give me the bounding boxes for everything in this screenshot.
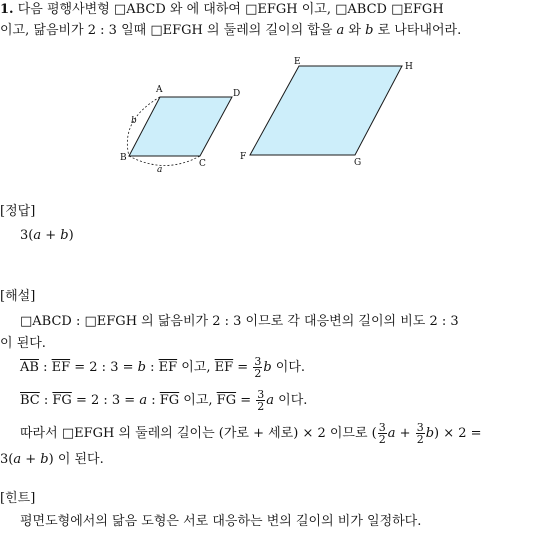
var-a: a [336, 23, 345, 38]
answer-post: ) [68, 228, 74, 243]
numerator: 3 [257, 388, 265, 401]
square-symbol: □ [245, 2, 258, 17]
var-b: b [40, 452, 49, 467]
denominator: 2 [254, 367, 262, 380]
exp-l5-pre: 따라서 [20, 426, 62, 441]
var-a: a [13, 452, 22, 467]
problem-text-1a: 다음 평행사변형 [17, 2, 114, 17]
square-symbol: □ [113, 2, 127, 17]
answer-pre: 3( [20, 228, 34, 243]
square-symbol: □ [61, 426, 75, 441]
arc-side-a [129, 156, 200, 166]
square-symbol: □ [335, 2, 348, 17]
square-symbol: □ [150, 23, 163, 38]
segment-ef: $\overline{EF}$ [51, 360, 71, 375]
numerator: 3 [254, 355, 262, 368]
problem-text-2d: 로 나타내어라. [373, 23, 462, 38]
abcd-label: ABCD [347, 2, 387, 17]
explanation-line-3 [20, 356, 305, 380]
hint-text: 평면도형에서의 닮음 도형은 서로 대응하는 변의 길이의 비가 일정하다. [20, 514, 422, 529]
segment-ef: $\overline{EF}$ [214, 360, 234, 375]
parallelogram-abcd [129, 97, 232, 156]
square-symbol: □ [84, 314, 97, 329]
square-symbol: □ [20, 314, 33, 329]
abcd-label: ABCD [126, 2, 166, 17]
plus: + [21, 452, 41, 467]
sentence-end: 이다. [271, 360, 306, 375]
problem-text-1b: 와 에 대하여 [165, 2, 246, 17]
segment-ef: $\overline{EF}$ [158, 360, 178, 375]
exp-l5-end: ) × 2 = [434, 426, 482, 441]
var-b: b [263, 360, 272, 375]
segment-fg: $\overline{FG}$ [159, 393, 180, 408]
exp-l6-pre: 3( [0, 452, 14, 467]
explanation-line-5 [20, 422, 482, 446]
problem-line-1 [0, 2, 444, 18]
var-b: b [365, 23, 374, 38]
label-E: E [294, 57, 301, 67]
label-F: F [240, 152, 247, 162]
plus: + [395, 426, 415, 441]
var-a: a [139, 393, 148, 408]
fraction [416, 422, 425, 445]
equals: = [233, 360, 253, 375]
answer-plus: + [41, 228, 61, 243]
explanation-line-4 [20, 389, 307, 413]
connector: 이고, [179, 393, 217, 408]
ratio-text: = 2 : 3 = [70, 360, 138, 375]
exp-l5-text: EFGH 의 둘레의 길이는 (가로 + 세로) × 2 이므로 ( [74, 426, 377, 441]
denominator: 2 [416, 433, 424, 446]
denominator: 2 [378, 433, 386, 446]
label-A: A [156, 85, 163, 95]
hint-heading: [힌트] [0, 491, 36, 506]
connector: 이고, [177, 360, 215, 375]
explanation-line-2: 이 된다. [0, 336, 46, 351]
ratio-text: = 2 : 3 = [71, 393, 140, 408]
problem-number: 1. [0, 2, 14, 17]
efgh-label: EFGH [403, 2, 444, 17]
label-side-b: b [131, 116, 137, 126]
colon: : [39, 393, 53, 408]
efgh-label: EFGH [257, 2, 298, 17]
square-symbol: □ [391, 2, 404, 17]
exp-l6-end: ) 이 된다. [48, 452, 104, 467]
problem-line-2 [0, 23, 461, 39]
parallelogram-figure [0, 50, 533, 175]
answer-text [20, 228, 74, 244]
numerator: 3 [378, 421, 386, 434]
fraction [256, 389, 265, 412]
numerator: 3 [416, 421, 424, 434]
denominator: 2 [257, 400, 265, 413]
colon: : [145, 360, 159, 375]
problem-text-2a: 이고, 닮음비가 2 : 3 일때 [0, 23, 151, 38]
var-b: b [425, 426, 435, 441]
efgh-label: EFGH [162, 23, 203, 38]
label-side-a: a [157, 165, 163, 175]
segment-fg: $\overline{FG}$ [52, 393, 72, 408]
segment-bc: $\overline{BC}$ [20, 393, 40, 408]
answer-heading: [정답] [0, 204, 36, 219]
answer-var-a: a [33, 228, 42, 243]
answer-var-b: b [60, 228, 69, 243]
segment-ab: $\overline{AB}$ [20, 360, 39, 375]
equals: = [236, 393, 256, 408]
explanation-line-1 [20, 314, 459, 330]
explanation-line-6 [0, 452, 104, 468]
exp-l1a: ABCD : [32, 314, 85, 329]
fraction [378, 422, 387, 445]
colon: : [38, 360, 52, 375]
problem-text-2b: 의 둘레의 길이의 합을 [202, 23, 337, 38]
segment-fg: $\overline{FG}$ [216, 393, 237, 408]
var-a: a [266, 393, 275, 408]
label-C: C [199, 159, 206, 169]
var-a: a [387, 426, 396, 441]
problem-text-2c: 와 [344, 23, 366, 38]
fraction [253, 356, 262, 379]
problem-text-1c: 이고, [297, 2, 336, 17]
explanation-heading: [해설] [0, 289, 36, 304]
label-H: H [405, 62, 413, 72]
colon: : [147, 393, 160, 408]
var-b: b [137, 360, 146, 375]
parallelogram-efgh [250, 66, 402, 155]
label-B: B [120, 153, 127, 163]
label-G: G [354, 158, 362, 168]
label-D: D [233, 89, 241, 99]
exp-l1b: EFGH 의 닮음비가 2 : 3 이므로 각 대응변의 길이의 비도 2 : 3 [96, 314, 459, 329]
sentence-end: 이다. [274, 393, 308, 408]
